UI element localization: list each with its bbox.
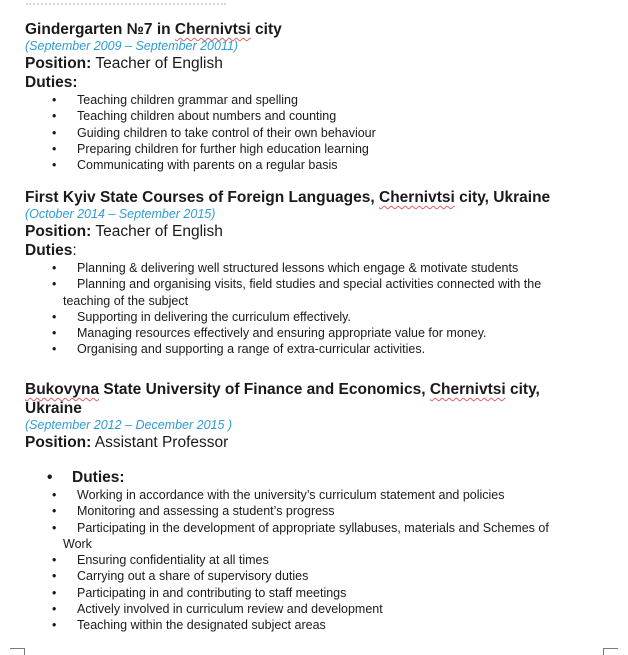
bullet-icon: •: [52, 109, 57, 124]
list-item: • Ensuring confidentiality at all times: [52, 553, 269, 568]
job-entry-kindergarten: [25, 20, 605, 173]
bullet-icon: •: [52, 553, 57, 568]
bullet-icon: •: [52, 504, 57, 519]
list-item: • Preparing children for further high education learning: [52, 141, 369, 156]
job-entry-bukovyna-university: [25, 380, 605, 634]
position-line: Position: Teacher of English: [25, 55, 223, 72]
bullet-icon: •: [52, 158, 57, 173]
list-item: • Teaching within the designated subject areas: [52, 618, 326, 633]
bullet-icon: •: [52, 309, 57, 324]
list-item: • Guiding children to take control of their own behaviour: [52, 125, 376, 140]
spellcheck-word: Chernivtsi: [174, 21, 251, 38]
list-item: • Participating in the development of appropriate syllabuses, materials and Schemes of Work: [25, 520, 605, 553]
bullet-icon: •: [52, 585, 57, 600]
list-item: • Carrying out a share of supervisory duties: [52, 569, 309, 584]
organization-heading: Bukovyna State University of Finance and Economics, Chernivtsi city, Ukraine: [25, 381, 540, 417]
clipped-previous-line: [26, 0, 226, 5]
bullet-icon: •: [52, 261, 57, 275]
bullet-icon: •: [52, 93, 57, 107]
duties-heading: • Duties:: [47, 469, 125, 486]
duties-list: [25, 487, 605, 634]
list-item-continuation: Work: [63, 536, 92, 551]
page-corner-mark-right: [603, 648, 618, 655]
duties-heading: Duties:: [25, 74, 78, 91]
position-line: Position: Teacher of English: [25, 223, 223, 240]
list-item: • Organising and supporting a range of extra-curricular activities.: [52, 342, 426, 357]
list-item: • Teaching children about numbers and counting: [52, 109, 337, 124]
bullet-icon: •: [52, 342, 57, 357]
organization-heading: First Kyiv State Courses of Foreign Languages, Chernivtsi city, Ukraine: [25, 189, 551, 206]
employment-dates: (September 2012 – December 2015 ): [25, 418, 233, 432]
list-item: • Actively involved in curriculum review and development: [52, 602, 383, 617]
spellcheck-word: Bukovyna: [25, 381, 100, 398]
bullet-icon: •: [52, 569, 57, 584]
job-entry-kyiv-courses: [25, 188, 605, 358]
list-item: • Working in accordance with the university’s curriculum statement and policies: [52, 488, 505, 502]
bullet-icon: •: [52, 488, 57, 502]
list-item: • Planning & delivering well structured lessons which engage & motivate students: [52, 261, 519, 275]
page-corner-mark-left: [10, 648, 25, 655]
duties-heading: Duties:: [25, 242, 77, 259]
bullet-icon: •: [52, 326, 57, 341]
employment-dates: (October 2014 – September 2015): [25, 207, 216, 221]
spellcheck-word: Chernivtsi: [429, 381, 506, 398]
list-item: • Communicating with parents on a regular basis: [52, 158, 338, 173]
bullet-icon: •: [52, 618, 57, 633]
employment-dates: (September 2009 – September 20011): [25, 39, 239, 53]
organization-heading: Gindergarten №7 in Chernivtsi city: [25, 21, 282, 38]
bullet-icon: •: [52, 520, 57, 535]
bullet-icon: •: [52, 602, 57, 617]
list-item: • Monitoring and assessing a student’s progress: [52, 504, 335, 519]
list-item-continuation: teaching of the subject: [63, 293, 189, 308]
bullet-icon: •: [47, 469, 53, 486]
bullet-icon: •: [52, 125, 57, 140]
bullet-icon: •: [52, 141, 57, 156]
list-item: • Participating in and contributing to staff meetings: [52, 585, 347, 600]
list-item: • Managing resources effectively and ensuring appropriate value for money.: [52, 326, 487, 341]
bullet-icon: •: [52, 277, 57, 292]
list-item: • Teaching children grammar and spelling: [52, 93, 298, 107]
duties-list: [25, 92, 605, 173]
list-item: • Planning and organising visits, field studies and special activities connected with the teaching of the subject: [25, 276, 605, 309]
spellcheck-word: Chernivtsi: [379, 189, 455, 206]
list-item: • Supporting in delivering the curriculum effectively.: [52, 309, 351, 324]
position-line: Position: Assistant Professor: [25, 434, 229, 451]
duties-list: [25, 260, 605, 358]
